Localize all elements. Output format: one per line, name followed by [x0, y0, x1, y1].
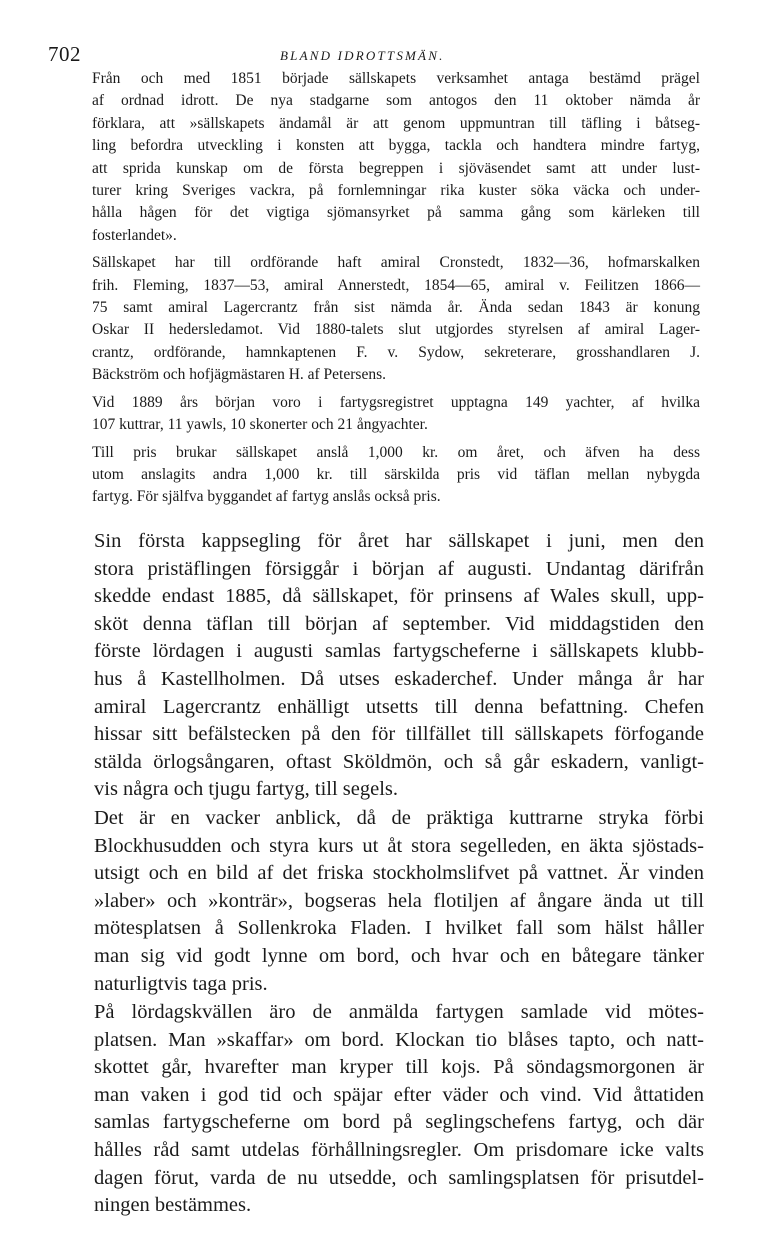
- small-print-line: Från och med 1851 började sällskapets verksamhet antaga bestämd prägel: [92, 70, 700, 87]
- small-print-line: fartyg. För själfva byggandet af fartyg anslås också pris.: [92, 488, 441, 506]
- body-text-line: dagen förut, varda de nu utsedde, och samlingsplatsen för prisutdel-: [94, 1166, 704, 1189]
- body-text-line: »laber» och »konträr», bogseras hela flotiljen af ångare ända ut till: [94, 889, 704, 912]
- small-print-section: [48, 68, 700, 509]
- small-print-line: Vid 1889 års början voro i fartygsregistret upptagna 149 yachter, af hvilka: [92, 393, 700, 411]
- body-text-line: hissar sitt befälstecken på den för tillfället till sällskapets förfogande: [94, 723, 704, 746]
- body-text-paragraph: [50, 528, 704, 804]
- body-text-paragraph: [50, 805, 704, 998]
- small-print-line: 75 samt amiral Lagercrantz från sist nämda år. Ända sedan 1843 är konung: [92, 299, 700, 317]
- body-text-paragraph: [50, 999, 704, 1220]
- small-print-paragraph: [48, 442, 700, 509]
- small-print-line: 107 kuttrar, 11 yawls, 10 skonerter och 21 ångyachter.: [92, 416, 428, 434]
- body-text-line: stora pristäflingen försiggår i början af augusti. Undantag därifrån: [94, 557, 704, 580]
- body-text-line: På lördagskvällen äro de anmälda fartygen samlade vid mötes-: [94, 1001, 704, 1024]
- body-text-line: hålles råd samt utdelas förhållningsregler. Om prisdomare icke valts: [94, 1139, 704, 1162]
- body-text-line: stälda örlogsångaren, oftast Sköldmön, och så går eskadern, vanligt-: [94, 750, 704, 773]
- small-print-line: fosterlandet».: [92, 226, 177, 244]
- body-text-line: skedde endast 1885, då sällskapet, för prinsens af Wales skull, upp-: [94, 585, 704, 608]
- running-title: BLAND IDROTTSMÄN.: [280, 48, 445, 63]
- small-print-line: förklara, att »sällskapets ändamål är att genom uppmuntran till täfling i båtseg-: [92, 114, 700, 132]
- small-print-line: ling befordra utveckling i konsten att bygga, tackla och handtera mindre fartyg,: [92, 137, 700, 155]
- body-text-line: vis några och tjugu fartyg, till segels.: [94, 778, 399, 801]
- body-text-line: amiral Lagercrantz enhälligt utsetts till denna befattning. Chefen: [94, 695, 704, 718]
- body-text-line: Sin första kappsegling för året har sällskapet i juni, men den: [94, 530, 704, 552]
- body-text-line: utsigt och en bild af det friska stockholmslifvet på vattnet. Är vinden: [94, 862, 704, 885]
- body-text-line: naturligtvis taga pris.: [94, 972, 268, 995]
- body-text-line: platsen. Man »skaffar» om bord. Klockan tio blåses tapto, och natt-: [94, 1028, 704, 1051]
- body-text-line: man vaken i god tid och späjar efter väder och vind. Vid åttatiden: [94, 1083, 704, 1106]
- page-header: [48, 40, 708, 70]
- body-text-line: sköt denna täflan till början af september. Vid middagstiden den: [94, 612, 704, 635]
- body-text-line: Det är en vacker anblick, då de präktiga kuttrarne stryka förbi: [94, 806, 704, 829]
- body-text-line: hus å Kastellholmen. Då utses eskaderchef. Under många år har: [94, 667, 704, 690]
- small-print-paragraph: [48, 68, 700, 247]
- body-text-line: ningen bestämmes.: [94, 1194, 252, 1217]
- body-text-line: samlas fartygscheferne om bord på seglingschefens fartyg, och där: [94, 1111, 704, 1134]
- body-text-line: Blockhusudden och styra kurs ut åt stora segelleden, en äkta sjöstads-: [94, 834, 704, 857]
- main-text-section: [50, 528, 704, 1220]
- small-print-line: utom anslagits andra 1,000 kr. till särskilda pris vid täflan mellan nybygda: [92, 465, 700, 483]
- small-print-line: Sällskapet har till ordförande haft amiral Cronstedt, 1832—36, hofmarskalken: [92, 254, 700, 272]
- small-print-line: Bäckström och hofjägmästaren H. af Petersens.: [92, 366, 386, 384]
- body-text-line: förste lördagen i augusti samlas fartygscheferne i sällskapets klubb-: [94, 640, 704, 663]
- body-text-line: mötesplatsen å Sollenkroka Fladen. I hvilket fall som hälst håller: [94, 917, 704, 940]
- small-print-line: turer kring Sveriges vackra, på fornlemningar rika kuster söka väcka och under-: [92, 182, 700, 200]
- small-print-paragraph: [48, 392, 700, 437]
- small-print-line: Oskar II hedersledamot. Vid 1880-talets slut utgjordes styrelsen af amiral Lager-: [92, 321, 700, 339]
- body-text-line: man sig vid godt lynne om bord, och hvar och en båtegare tänker: [94, 944, 704, 967]
- small-print-line: att sprida kunskap om de första begreppen i sjöväsendet samt att under lust-: [92, 159, 700, 177]
- small-print-paragraph: [48, 252, 700, 386]
- small-print-line: Till pris brukar sällskapet anslå 1,000 kr. om året, och äfven ha dess: [92, 443, 700, 461]
- small-print-line: hålla hågen för det vigtiga sjömansyrket på samma gång som kärleken till: [92, 204, 700, 222]
- small-print-line: af ordnad idrott. De nya stadgarne som antogos den 11 oktober nämda år: [92, 92, 700, 110]
- small-print-line: frih. Fleming, 1837—53, amiral Annerstedt, 1854—65, amiral v. Feilitzen 1866—: [92, 276, 700, 294]
- body-text-line: skottet går, hvarefter man kryper till kojs. På söndagsmorgonen är: [94, 1056, 704, 1079]
- small-print-line: crantz, ordförande, hamnkaptenen F. v. Sydow, sekreterare, grosshandlaren J.: [92, 343, 700, 361]
- page-number: 702: [48, 42, 81, 66]
